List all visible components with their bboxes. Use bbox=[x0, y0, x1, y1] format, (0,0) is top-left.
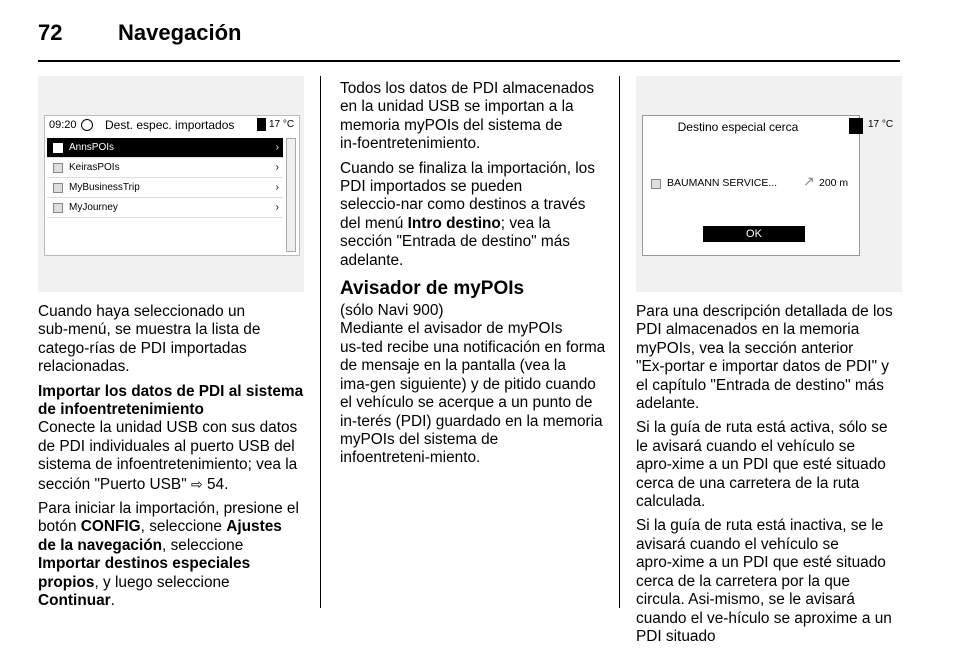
folder-icon bbox=[53, 143, 63, 153]
menu-item-name: Ajustes de la navegación bbox=[38, 518, 282, 554]
clock-time: 09:20 bbox=[49, 119, 77, 131]
dialog-title: Destino especial cerca bbox=[677, 120, 799, 134]
text: , y luego seleccione bbox=[94, 573, 230, 591]
menu-item-name: Importar destinos especiales propios bbox=[38, 555, 251, 591]
text: ; vea la sección "Entrada de destino" más adelante. bbox=[340, 214, 570, 269]
signal-icon bbox=[849, 118, 863, 134]
temperature: 17 °C bbox=[269, 119, 295, 130]
text: Conecte la unidad USB con sus datos de PDI individuales al puerto USB del sistema de infoentretenimiento; vea la sección "Puerto USB" bbox=[38, 419, 298, 493]
list-item-label: AnnsPOIs bbox=[69, 142, 115, 153]
section-heading: Importar los datos de PDI al sistema de infoentretenimiento bbox=[38, 382, 304, 419]
paragraph: Cuando haya seleccionado un sub‑menú, se muestra la lista de catego‑rías de PDI importadas relacionadas. bbox=[38, 303, 261, 376]
section-heading: Avisador de myPOIs bbox=[340, 278, 525, 300]
chevron-right-icon: › bbox=[275, 162, 279, 173]
paragraph: Todos los datos de PDI almacenados en la unidad USB se importan a la memoria myPOIs del sistema de in‑foentretenimiento. bbox=[340, 80, 595, 153]
ok-button[interactable]: OK bbox=[703, 226, 805, 242]
paragraph: Mediante el avisador de myPOIs us‑ted recibe una notificación en forma de mensaje en la pantalla (vea la ima‑gen siguiente) y de pitido cuando el vehículo se acerque a un punto de in‑terés (PDI) guardado en la memoria myPOIs del sistema de infoentreteni‑miento. bbox=[340, 320, 606, 467]
list-item[interactable] bbox=[47, 198, 283, 218]
paragraph bbox=[340, 160, 606, 270]
chevron-right-icon: › bbox=[275, 182, 279, 193]
folder-icon bbox=[53, 163, 63, 173]
folder-icon bbox=[53, 203, 63, 213]
list-item[interactable] bbox=[47, 138, 283, 158]
paragraph: Si la guía de ruta está inactiva, se le avisará cuando el vehículo se apro‑xime a un PDI que esté situado cerca de la carretera por la que circula. Asi‑mismo, se le avisará cuando el ve‑hículo se aproxime a un PDI situado bbox=[636, 517, 892, 645]
paragraph: Si la guía de ruta está activa, sólo se le avisará cuando el vehículo se apro‑xime a un PDI que esté situado cerca de una carretera de la ruta calculada. bbox=[636, 419, 888, 511]
list-item-label: MyJourney bbox=[69, 202, 118, 213]
text: Para iniciar la importación, presione el botón bbox=[38, 500, 299, 536]
poi-name: BAUMANN SERVICE... bbox=[667, 177, 778, 189]
poi-distance: 200 m bbox=[819, 177, 849, 189]
list-item-label: MyBusinessTrip bbox=[69, 182, 140, 193]
signal-icon bbox=[257, 118, 266, 131]
column-1 bbox=[38, 303, 304, 617]
header-rule bbox=[38, 60, 900, 62]
column-divider-2 bbox=[619, 76, 620, 608]
screen-title: Dest. espec. importados bbox=[105, 118, 235, 132]
folder-icon bbox=[53, 183, 63, 193]
text: , seleccione bbox=[162, 536, 244, 554]
chevron-right-icon: › bbox=[275, 202, 279, 213]
clock-icon bbox=[81, 119, 93, 131]
list-item[interactable] bbox=[47, 178, 283, 198]
temperature: 17 °C bbox=[868, 119, 894, 130]
column-2 bbox=[340, 80, 606, 474]
text: , seleccione bbox=[140, 518, 227, 536]
list-item-label: KeirasPOIs bbox=[69, 162, 120, 173]
display-screen bbox=[44, 115, 300, 256]
chevron-right-icon: › bbox=[275, 142, 279, 153]
paragraph bbox=[38, 500, 304, 610]
subheading: (sólo Navi 900) bbox=[340, 302, 444, 320]
screenshot-poi-alert bbox=[636, 76, 902, 292]
menu-item-name: Intro destino bbox=[407, 214, 501, 232]
poi-category-list bbox=[47, 138, 283, 218]
poi-icon bbox=[651, 179, 661, 189]
text: Cuando se finaliza la importación, los PDI importados se pueden seleccio‑nar como destinos a través del menú bbox=[340, 159, 595, 232]
page-reference-icon: ⇨ bbox=[190, 475, 203, 492]
button-name: CONFIG bbox=[80, 518, 141, 536]
page-number: 72 bbox=[38, 20, 63, 45]
alert-dialog bbox=[642, 115, 860, 256]
text: 54. bbox=[202, 475, 229, 493]
screenshot-imported-pois bbox=[38, 76, 304, 292]
status-bar bbox=[45, 116, 299, 134]
paragraph bbox=[38, 419, 304, 494]
menu-item-name: Continuar bbox=[38, 592, 111, 610]
column-divider-1 bbox=[320, 76, 321, 608]
page-title: Navegación bbox=[118, 20, 242, 45]
paragraph: Para una descripción detallada de los PDI almacenados en la memoria myPOIs, vea la sección anterior "Ex‑portar e importar datos de PDI" y el capítulo "Entrada de destino" más adelante. bbox=[636, 303, 893, 413]
text: . bbox=[110, 592, 115, 610]
list-item[interactable] bbox=[47, 158, 283, 178]
column-3 bbox=[636, 303, 902, 652]
direction-arrow-icon: ↗ bbox=[803, 173, 815, 189]
scrollbar[interactable] bbox=[286, 138, 296, 252]
